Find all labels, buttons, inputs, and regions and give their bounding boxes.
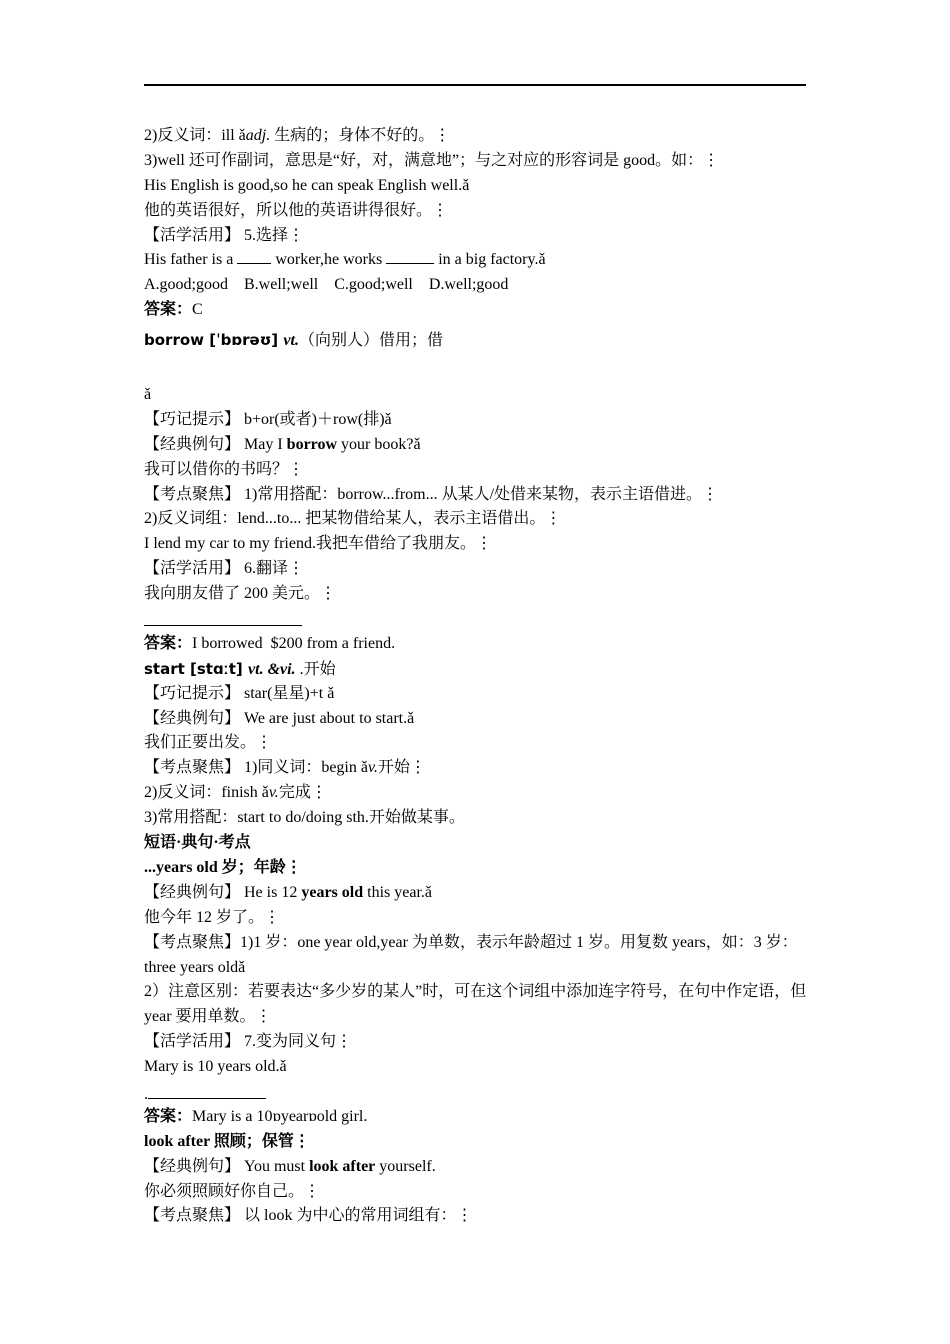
answer-blank <box>386 263 434 264</box>
text-line: 你必须照顾好你自己。⋮ <box>144 1182 321 1200</box>
text-line: 【经典例句】 We are just about to start.ǎ <box>144 709 415 727</box>
answer-blank-line <box>144 607 810 632</box>
exercise-heading: 【活学活用】 5.选择⋮ <box>144 226 305 244</box>
text-line: His English is good,so he can speak English well.ǎ <box>144 176 470 194</box>
text-line: 【经典例句】 He is 12 years old this year.ǎ <box>144 883 432 901</box>
answer-line: 答案：Mary is a 10ɒyearɒold girl. <box>144 1107 368 1125</box>
text-line: ǎ <box>144 386 152 404</box>
section-heading: 短语·典句·考点 <box>144 834 251 852</box>
text-line: 2)反义词组：lend...to... 把某物借给某人，表示主语借出。⋮ <box>144 510 562 528</box>
vocab-entry-borrow: borrow [ˈbɒrəʊ] vt.（向别人）借用；借 <box>144 331 443 350</box>
text-line: 2)反义词：ill ǎadj. 生病的；身体不好的。⋮ <box>144 127 451 144</box>
text-line: 2)反义词：finish ǎv.完成⋮ <box>144 784 327 802</box>
answer-blank-line: . <box>144 1080 810 1105</box>
text-line: 【经典例句】 May I borrow your book?ǎ <box>144 435 421 453</box>
text-line: 【经典例句】 You must look after yourself. <box>144 1157 436 1175</box>
phrase-heading: ...years old 岁；年龄⋮ <box>144 858 302 876</box>
exercise-heading: 【活学活用】 7.变为同义句⋮ <box>144 1033 353 1051</box>
text-line: 我可以借你的书吗？⋮ <box>144 460 305 478</box>
answer-line: 答案：C <box>144 301 203 319</box>
text-line: 3)well 还可作副词，意思是“好，对，满意地”；与之对应的形容词是 good。如：⋮ <box>144 151 720 169</box>
text-paragraph: 2）注意区别：若要表达“多少岁的某人”时，可在这个词组中添加连字符号，在句中作定语，但 year 要用单数。⋮ <box>144 983 807 1026</box>
header-rule <box>144 84 806 86</box>
phrase-heading: look after 照顾；保管⋮ <box>144 1132 310 1150</box>
exercise-question: His father is a worker,he works in a big factory.ǎ <box>144 251 546 269</box>
text-line: 【考点聚焦】 1)同义词：begin ǎv.开始⋮ <box>144 759 426 777</box>
text-line: I lend my car to my friend.我把车借给了我朋友。⋮ <box>144 535 492 553</box>
exercise-options: A.good;good B.well;well C.good;well D.well;good <box>144 276 509 294</box>
text-line: 3)常用搭配：start to do/doing sth.开始做某事。 <box>144 809 465 827</box>
vocab-entry-start: start [stɑːt] vt. &vi. .开始 <box>144 659 336 678</box>
document-page <box>144 124 810 1229</box>
text-line: 【考点聚焦】 1)常用搭配：borrow...from... 从某人/处借来某物，表示主语借进。⋮ <box>144 485 719 503</box>
text-line: 我们正要出发。⋮ <box>144 734 273 752</box>
text-line: 【考点聚焦】 以 look 为中心的常用词组有：⋮ <box>144 1207 473 1225</box>
text-line: 他的英语很好，所以他的英语讲得很好。⋮ <box>144 201 449 219</box>
exercise-question: Mary is 10 years old.ǎ <box>144 1058 287 1076</box>
blank-line <box>144 358 810 383</box>
answer-line: 答案：I borrowed $200 from a friend. <box>144 634 396 652</box>
text-paragraph: 【考点聚焦】1)1 岁：one year old,year 为单数，表示年龄超过 1 岁。用复数 years，如：3 岁：three years oldǎ <box>144 933 798 976</box>
text-line: 【巧记提示】 b+or(或者)＋row(排)ǎ <box>144 410 392 428</box>
text-line: 他今年 12 岁了。⋮ <box>144 908 281 926</box>
exercise-heading: 【活学活用】 6.翻译⋮ <box>144 560 305 578</box>
text-line: 【巧记提示】 star(星星)+t ǎ <box>144 684 335 702</box>
answer-blank <box>237 263 271 264</box>
exercise-question: 我向朋友借了 200 美元。⋮ <box>144 585 337 603</box>
